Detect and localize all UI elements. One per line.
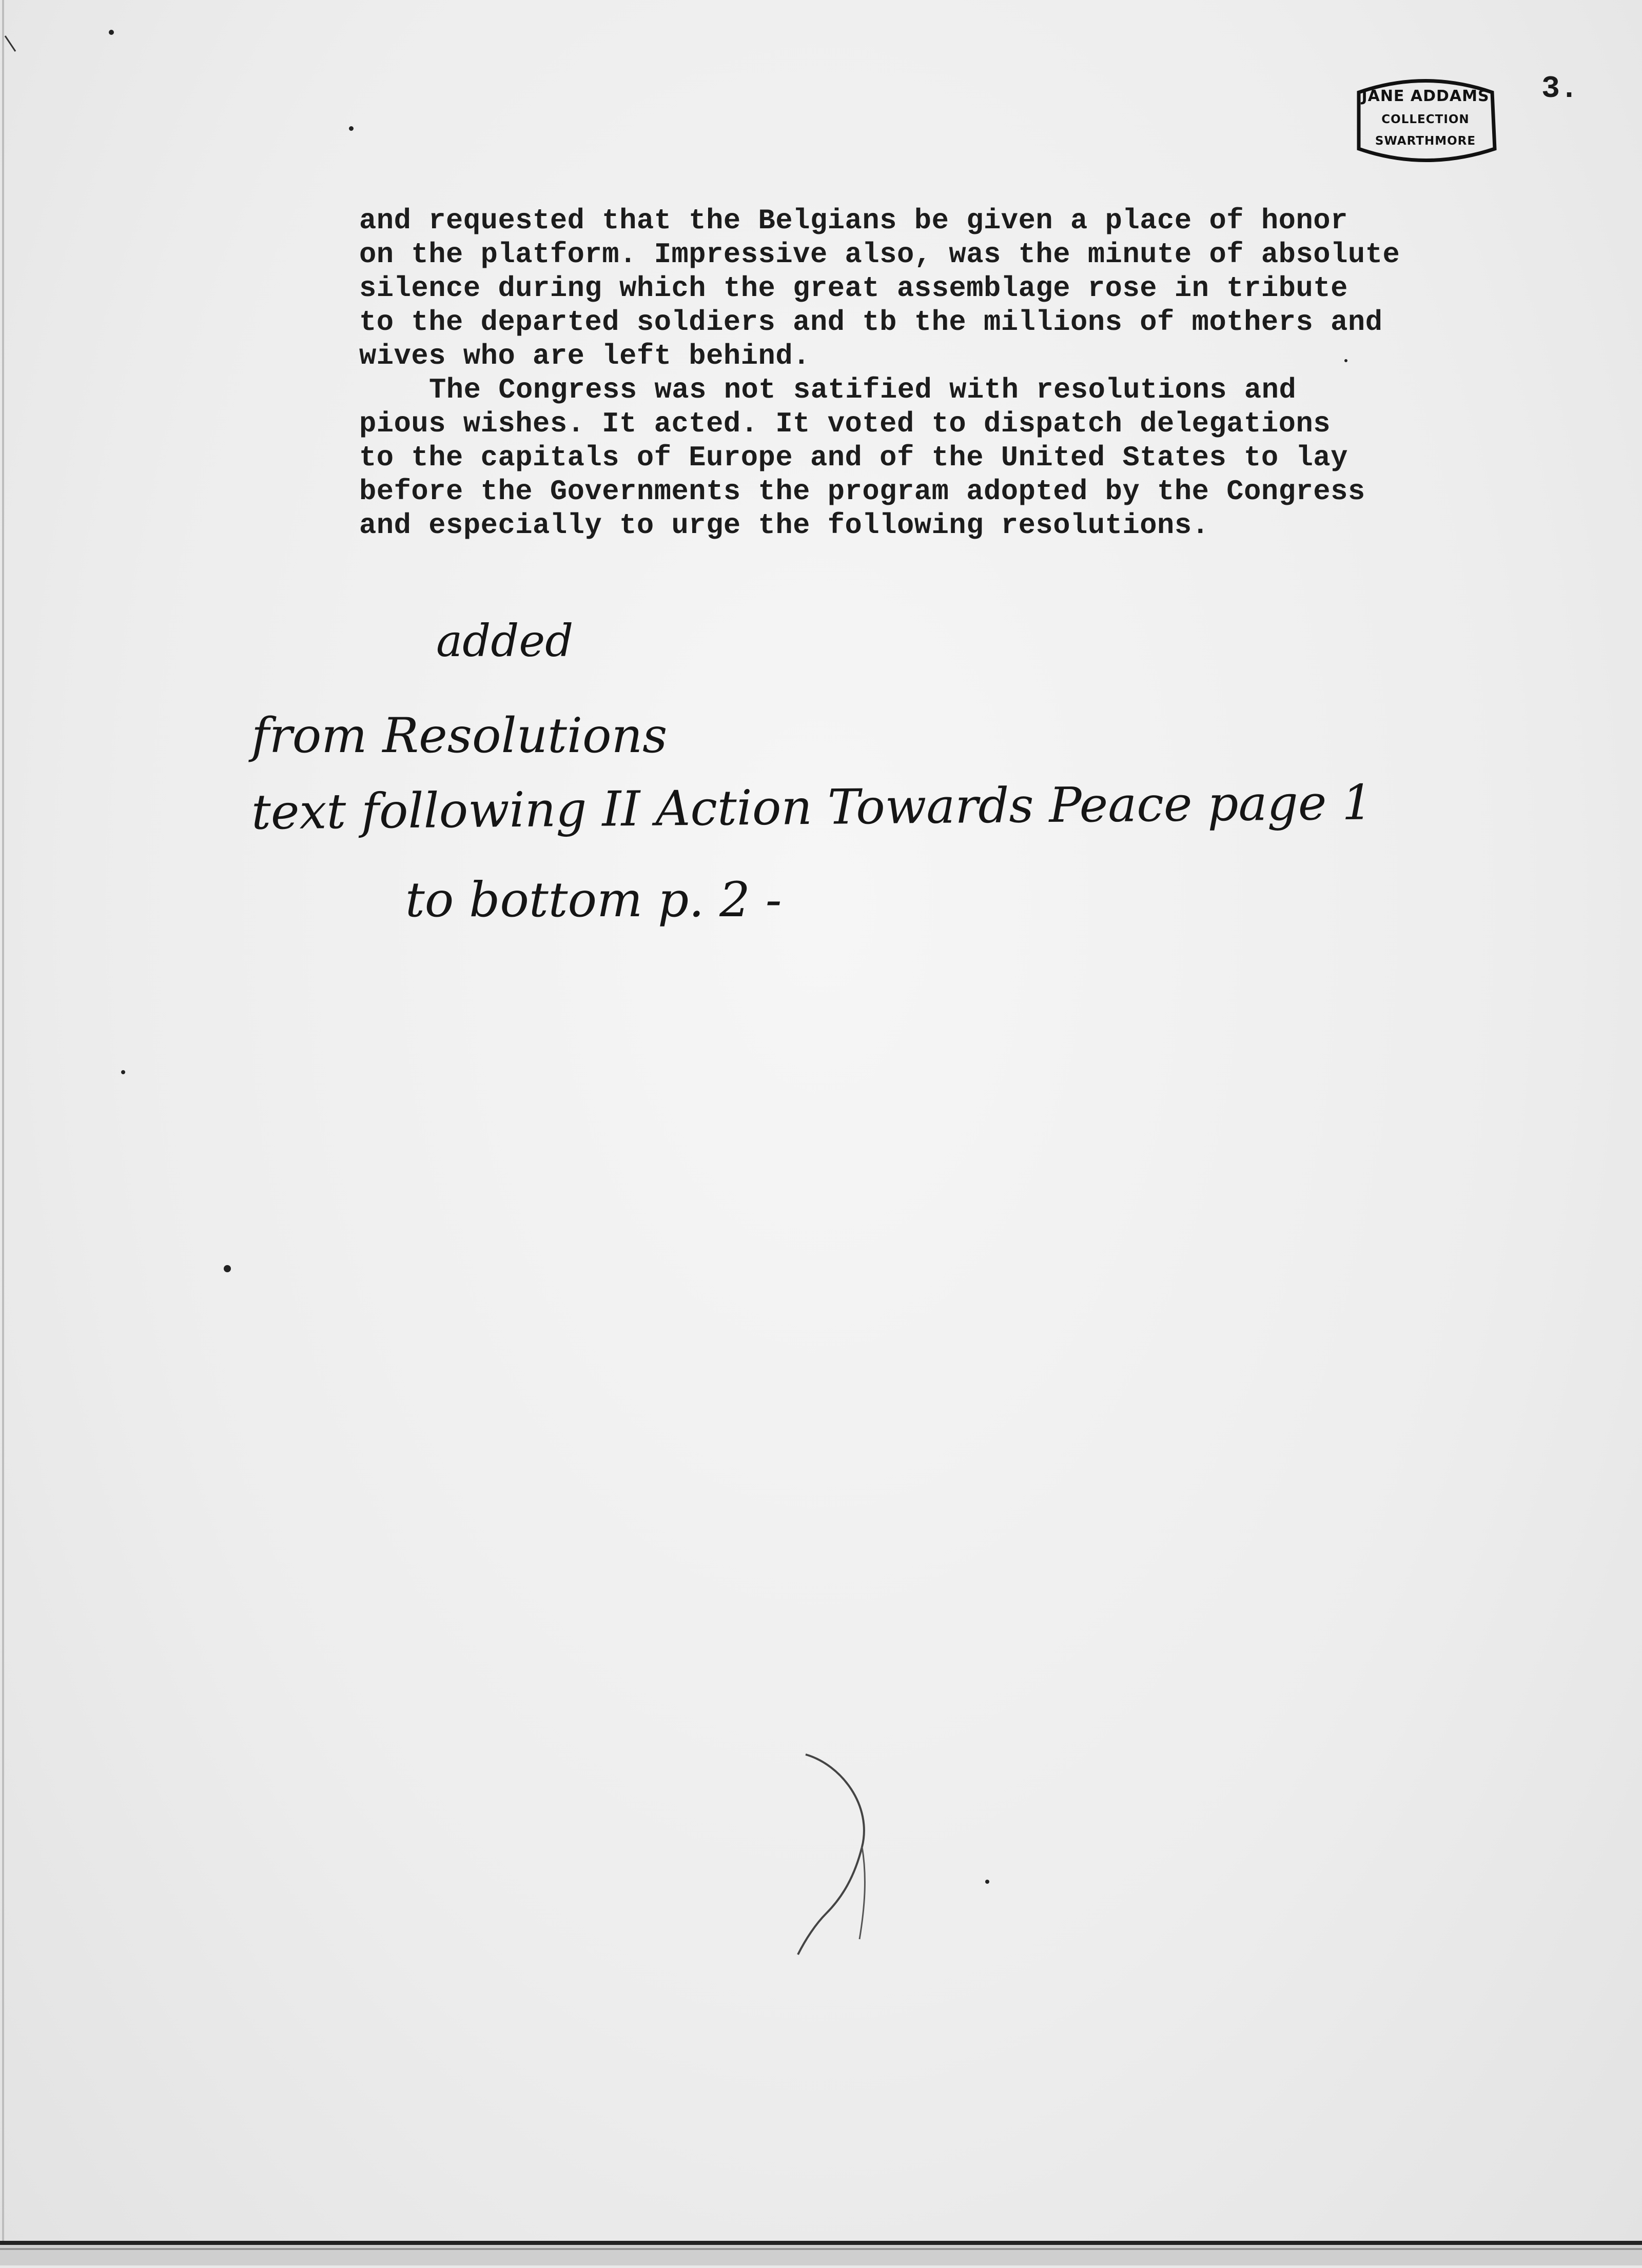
handwritten-note-line: from Resolutions	[251, 708, 668, 764]
typed-line: and requested that the Belgians be given a place of honor	[359, 205, 1348, 237]
page-number: 3.	[1541, 72, 1579, 107]
scan-speck	[985, 1880, 989, 1884]
handwritten-note-line: added	[436, 616, 574, 667]
scan-speck	[121, 1070, 125, 1074]
typed-line-paragraph-start: The Congress was not satified with resolutions and	[429, 374, 1297, 406]
scan-speck	[224, 1265, 231, 1272]
scan-speck	[109, 30, 114, 35]
stamp-line-collection-name: JANE ADDAMS	[1361, 87, 1490, 105]
collection-stamp	[1348, 72, 1502, 167]
scan-bottom-edge	[0, 2221, 1642, 2265]
typed-line: to the capitals of Europe and of the United States to lay	[359, 442, 1348, 474]
typed-line: pious wishes. It acted. It voted to dispatch delegations	[359, 408, 1331, 440]
stamp-line-collection: COLLECTION	[1381, 113, 1470, 126]
typed-line: to the departed soldiers and tb the millions of mothers and	[359, 306, 1383, 339]
typed-line: wives who are left behind.	[359, 340, 810, 372]
typed-line: before the Governments the program adopted by the Congress	[359, 476, 1365, 508]
typed-line: silence during which the great assemblage rose in tribute	[359, 272, 1348, 305]
scan-speck	[349, 126, 354, 131]
handwritten-note-line: text following II Action Towards Peace page 1	[251, 775, 1373, 841]
typed-line: and especially to urge the following resolutions.	[359, 509, 1209, 542]
typed-body-text	[359, 204, 1539, 543]
handwritten-note-line: to bottom p. 2 -	[405, 872, 782, 928]
scan-speck	[1344, 359, 1347, 362]
typed-line: on the platform. Impressive also, was the minute of absolute	[359, 239, 1400, 271]
scan-left-edge	[0, 0, 31, 2265]
stray-pen-mark	[795, 1744, 898, 1960]
stamp-line-institution: SWARTHMORE	[1375, 134, 1476, 148]
